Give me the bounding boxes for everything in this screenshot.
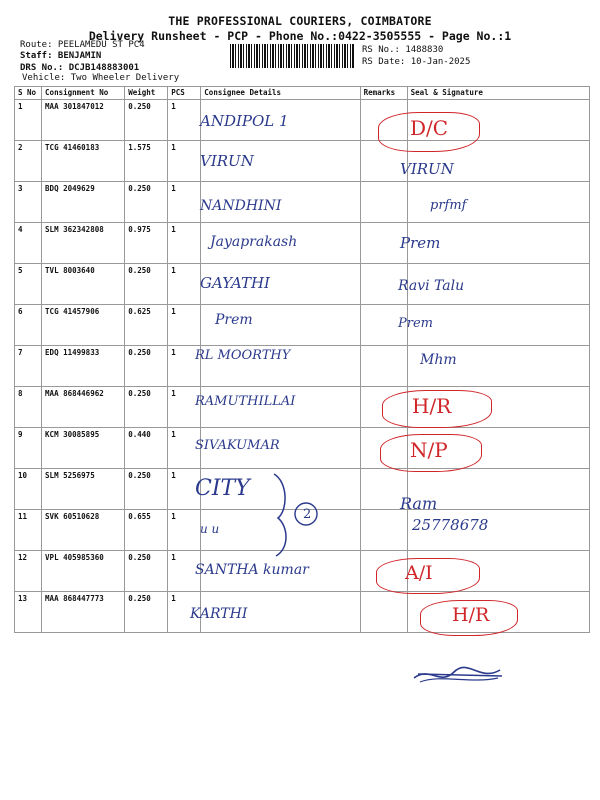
row-seal-signature <box>407 305 589 346</box>
row-weight: 0.250 <box>125 346 168 387</box>
row-pcs: 1 <box>168 223 201 264</box>
row-remarks <box>360 346 407 387</box>
row-remarks <box>360 182 407 223</box>
row-sno: 4 <box>15 223 42 264</box>
row-sno: 10 <box>15 469 42 510</box>
col-consignee-header: Consignee Details <box>201 87 360 100</box>
seal-number-11: 25778678 <box>412 516 489 534</box>
row-pcs: 1 <box>168 387 201 428</box>
table-header-row <box>15 87 590 100</box>
row-sno: 8 <box>15 387 42 428</box>
col-sno-header: S No <box>15 87 42 100</box>
seal-signature-11: Ram <box>400 494 438 513</box>
seal-signature-7: Mhm <box>420 352 457 368</box>
seal-1: D/C <box>410 116 449 140</box>
row-sno: 1 <box>15 100 42 141</box>
col-consignment-header: Consignment No <box>42 87 125 100</box>
row-sno: 7 <box>15 346 42 387</box>
row-weight: 0.250 <box>125 469 168 510</box>
row-weight: 1.575 <box>125 141 168 182</box>
table-row <box>15 346 590 387</box>
route-text: Route: PEELAMEDU ST PC4 <box>20 40 145 50</box>
row-pcs: 1 <box>168 510 201 551</box>
row-sno: 12 <box>15 551 42 592</box>
row-consignment-no: KCM 30085895 <box>42 428 125 469</box>
seal-signature-5: Ravi Talu <box>398 278 465 294</box>
row-weight: 0.250 <box>125 387 168 428</box>
drs-number: DRS No.: DCJB148883001 <box>20 63 140 73</box>
consignee-signature-13: KARTHI <box>190 606 248 622</box>
row-pcs: 1 <box>168 182 201 223</box>
row-consignment-no: TCG 41457906 <box>42 305 125 346</box>
seal-13: H/R <box>452 604 490 626</box>
consignee-signature-6: Prem <box>215 312 253 328</box>
table-row <box>15 264 590 305</box>
consignee-signature-4: Jayaprakash <box>210 234 298 250</box>
row-consignment-no: BDQ 2049629 <box>42 182 125 223</box>
row-consignment-no: SLM 362342808 <box>42 223 125 264</box>
row-weight: 0.250 <box>125 264 168 305</box>
row-weight: 0.625 <box>125 305 168 346</box>
col-weight-header: Weight <box>125 87 168 100</box>
row-remarks <box>360 510 407 551</box>
col-seal-header: Seal & Signature <box>407 87 589 100</box>
row-consignment-no: TVL 8003640 <box>42 264 125 305</box>
row-consignment-no: EDQ 11499833 <box>42 346 125 387</box>
seal-9: N/P <box>410 438 448 462</box>
consignee-signature-11: u u <box>200 522 220 536</box>
staff-text: Staff: BENJAMIN <box>20 51 102 61</box>
row-pcs: 1 <box>168 592 201 633</box>
seal-stamp-13 <box>420 600 518 636</box>
row-pcs: 1 <box>168 346 201 387</box>
row-pcs: 1 <box>168 551 201 592</box>
seal-stamp-9 <box>380 434 482 472</box>
seal-signature-3: prfmf <box>430 198 467 213</box>
row-consignment-no: SLM 5256975 <box>42 469 125 510</box>
vehicle-text: Vehicle: Two Wheeler Delivery <box>22 73 180 83</box>
row-sno: 3 <box>15 182 42 223</box>
row-weight: 0.250 <box>125 100 168 141</box>
consignee-signature-1: ANDIPOL 1 <box>200 112 289 130</box>
row-weight: 0.440 <box>125 428 168 469</box>
row-pcs: 1 <box>168 305 201 346</box>
row-consignment-no: TCG 41460183 <box>42 141 125 182</box>
consignee-signature-5: GAYATHI <box>200 274 270 292</box>
row-consignment-no: SVK 60510628 <box>42 510 125 551</box>
row-sno: 13 <box>15 592 42 633</box>
seal-stamp-8 <box>382 390 492 428</box>
seal-stamp-1 <box>378 112 480 152</box>
row-sno: 6 <box>15 305 42 346</box>
consignee-signature-3: NANDHINI <box>200 198 282 214</box>
strike-signature <box>410 660 510 690</box>
row-weight: 0.250 <box>125 551 168 592</box>
runsheet-subtitle: Delivery Runsheet - PCP - Phone No.:0422-3505555 - Page No.:1 <box>88 29 512 43</box>
row-consignment-no: MAA 868447773 <box>42 592 125 633</box>
table-row <box>15 428 590 469</box>
row-sno: 2 <box>15 141 42 182</box>
consignee-signature-9: SIVAKUMAR <box>195 438 280 453</box>
consignee-signature-7: RL MOORTHY <box>195 348 291 363</box>
row-pcs: 1 <box>168 428 201 469</box>
seal-signature-4: Prem <box>400 234 441 252</box>
row-sno: 11 <box>15 510 42 551</box>
row-consignment-no: MAA 301847012 <box>42 100 125 141</box>
consignee-signature-2: VIRUN <box>200 152 254 170</box>
rs-date: RS Date: 10-Jan-2025 <box>362 57 471 67</box>
table-row <box>15 141 590 182</box>
seal-signature-6: Prem <box>398 316 433 331</box>
consignee-signature-12: SANTHA kumar <box>195 562 309 578</box>
table-row <box>15 223 590 264</box>
row-pcs: 1 <box>168 100 201 141</box>
brace-mark <box>268 470 328 560</box>
consignee-signature-10: CITY <box>195 476 250 501</box>
row-weight: 0.250 <box>125 182 168 223</box>
row-weight: 0.655 <box>125 510 168 551</box>
row-sno: 9 <box>15 428 42 469</box>
col-remarks-header: Remarks <box>360 87 407 100</box>
seal-signature-2: VIRUN <box>400 160 454 178</box>
row-sno: 5 <box>15 264 42 305</box>
seal-stamp-12 <box>376 558 480 594</box>
seal-12: A/I <box>405 562 433 584</box>
barcode-image <box>230 44 355 68</box>
company-title: THE PROFESSIONAL COURIERS, COIMBATORE <box>168 14 432 28</box>
table-row <box>15 100 590 141</box>
col-pcs-header: PCS <box>168 87 201 100</box>
table-row <box>15 182 590 223</box>
row-consignment-no: VPL 405985360 <box>42 551 125 592</box>
table-row <box>15 387 590 428</box>
row-pcs: 1 <box>168 141 201 182</box>
table-row <box>15 305 590 346</box>
row-weight: 0.250 <box>125 592 168 633</box>
row-remarks <box>360 592 407 633</box>
row-consignment-no: MAA 868446962 <box>42 387 125 428</box>
row-pcs: 1 <box>168 469 201 510</box>
rs-number: RS No.: 1488830 <box>362 45 444 55</box>
row-weight: 0.975 <box>125 223 168 264</box>
seal-8: H/R <box>412 394 452 418</box>
circled-number: 2 <box>303 507 312 522</box>
row-pcs: 1 <box>168 264 201 305</box>
consignee-signature-8: RAMUTHILLAI <box>195 394 296 409</box>
